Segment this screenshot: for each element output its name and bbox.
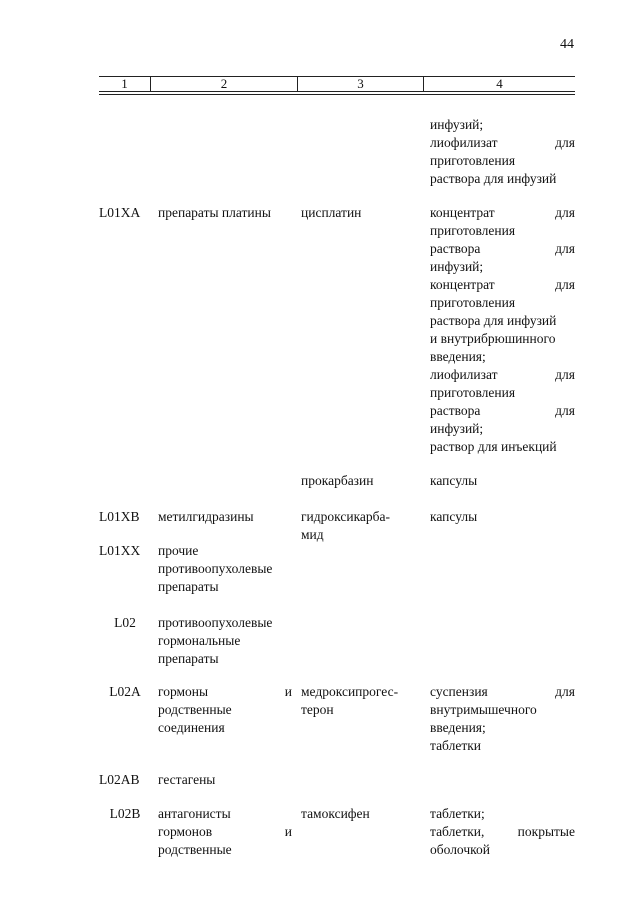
table-header <box>99 76 575 92</box>
row-3-group <box>158 508 292 526</box>
cell-line: препараты платины <box>158 205 271 220</box>
row-3-code: L01XB <box>99 509 140 524</box>
cell-word: лиофилизат <box>430 135 498 150</box>
row-2-substance <box>301 472 413 490</box>
cell-line: внутримышечного <box>430 702 537 717</box>
cell-word: концентрат <box>430 205 495 220</box>
cell-word: раствора <box>430 403 481 418</box>
header-rule <box>99 94 575 95</box>
cell-line: антагонисты <box>158 806 231 821</box>
cell-word: для <box>555 135 575 150</box>
row-6-substance <box>301 683 413 719</box>
cell-line: препараты <box>158 579 219 594</box>
cell-line: прочие <box>158 543 199 558</box>
row-7-group <box>158 771 292 789</box>
cell-line <box>158 683 292 701</box>
cell-line: родственные <box>158 702 232 717</box>
cell-line <box>430 366 575 384</box>
row-3-form <box>430 508 575 526</box>
cell-line: гестагены <box>158 772 216 787</box>
row-5-code: L02 <box>114 615 136 630</box>
cell-line: инфузий; <box>430 117 484 132</box>
cell-line: родственные <box>158 842 232 857</box>
cell-word: для <box>555 367 575 382</box>
row-5-group <box>158 614 292 668</box>
cell-line <box>158 823 292 841</box>
page-number: 44 <box>560 37 574 52</box>
cell-line <box>430 240 575 258</box>
row-1-substance <box>301 204 413 222</box>
cell-word: для <box>555 277 575 292</box>
cell-line: оболочкой <box>430 842 490 857</box>
cell-line: инфузий; <box>430 259 484 274</box>
cell-line: таблетки; <box>430 806 485 821</box>
row-1-form <box>430 204 575 456</box>
cell-line <box>430 134 575 152</box>
row-6-group <box>158 683 292 737</box>
cell-line: противоопухолевые <box>158 615 273 630</box>
cell-word: для <box>555 241 575 256</box>
row-7-code: L02AB <box>99 772 140 787</box>
cell-line: метилгидразины <box>158 509 254 524</box>
cell-line: противоопухолевые <box>158 561 273 576</box>
cell-line: приготовления <box>430 385 516 400</box>
cell-word: для <box>555 684 575 699</box>
row-1-group <box>158 204 292 222</box>
cell-word: и <box>284 824 292 839</box>
cell-line: гидроксикарба- <box>301 509 391 524</box>
cell-word: гормоны <box>158 684 209 699</box>
cell-line: раствора для инфузий <box>430 171 557 186</box>
header-col-1: 1 <box>99 77 151 91</box>
cell-word: лиофилизат <box>430 367 498 382</box>
cell-line: приготовления <box>430 153 516 168</box>
cell-line: приготовления <box>430 295 516 310</box>
cell-word: для <box>555 403 575 418</box>
cell-word: для <box>555 205 575 220</box>
cell-line: инфузий; <box>430 421 484 436</box>
cell-line: цисплатин <box>301 205 362 220</box>
cell-line: и внутрибрюшинного <box>430 331 556 346</box>
header-col-3: 3 <box>298 77 424 91</box>
row-8-group <box>158 805 292 859</box>
cell-line <box>430 402 575 420</box>
row-2-form <box>430 472 575 490</box>
cell-line: тамоксифен <box>301 806 370 821</box>
row-1-code: L01XA <box>99 205 141 220</box>
cell-line: раствор для инъекций <box>430 439 557 454</box>
row-8-code: L02B <box>109 806 141 821</box>
cell-word: раствора <box>430 241 481 256</box>
cell-line <box>430 683 575 701</box>
cell-line: мид <box>301 527 324 542</box>
cell-line: приготовления <box>430 223 516 238</box>
cell-line <box>430 276 575 294</box>
cell-word: и <box>284 684 292 699</box>
cell-word: покрытые <box>517 824 575 839</box>
row-0-form <box>430 116 575 188</box>
cell-line: соединения <box>158 720 225 735</box>
cell-line: раствора для инфузий <box>430 313 557 328</box>
cell-word: таблетки, <box>430 824 485 839</box>
cell-line: терон <box>301 702 334 717</box>
cell-line: прокарбазин <box>301 473 374 488</box>
row-8-substance <box>301 805 413 823</box>
cell-line: капсулы <box>430 473 478 488</box>
cell-line: введения; <box>430 349 486 364</box>
cell-line: медроксипрогес- <box>301 684 399 699</box>
header-col-4: 4 <box>496 76 503 91</box>
cell-line <box>430 823 575 841</box>
row-8-form <box>430 805 575 859</box>
cell-line: капсулы <box>430 509 478 524</box>
header-col-2: 2 <box>151 77 298 91</box>
cell-line: гормональные <box>158 633 241 648</box>
cell-line: таблетки <box>430 738 482 753</box>
row-3-substance <box>301 508 413 544</box>
cell-line: введения; <box>430 720 486 735</box>
row-4-group <box>158 542 292 596</box>
cell-word: суспензия <box>430 684 488 699</box>
row-4-code: L01XX <box>99 543 141 558</box>
cell-word: гормонов <box>158 824 213 839</box>
cell-line <box>430 204 575 222</box>
cell-line: препараты <box>158 651 219 666</box>
row-6-code: L02A <box>109 684 141 699</box>
cell-word: концентрат <box>430 277 495 292</box>
row-6-form <box>430 683 575 755</box>
